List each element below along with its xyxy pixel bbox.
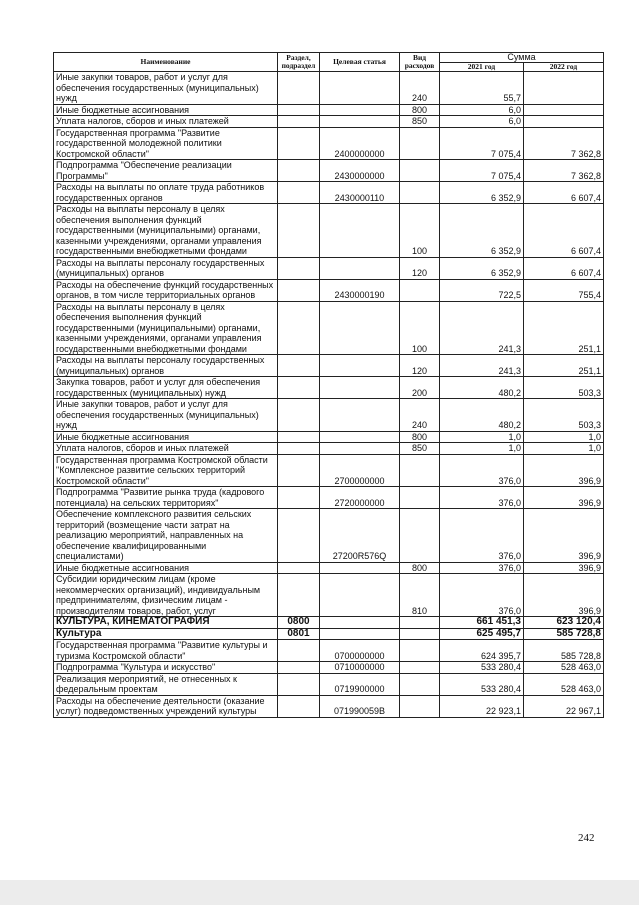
table-row <box>54 454 604 487</box>
cell-name: Расходы на выплаты персоналу в целях обеспечения выполнения функций государственными (муниципальными) органами, казенными учреждениями, органами управления государственными внебюджетными фондами <box>54 204 278 258</box>
cell-name: Подпрограмма "Культура и искусство" <box>54 662 278 674</box>
cell-section <box>278 279 320 301</box>
table-row <box>54 562 604 574</box>
table-row <box>54 617 604 629</box>
cell-name: Культура <box>54 628 278 640</box>
cell-sum-2021: 533 280,4 <box>440 662 524 674</box>
cell-name: Подпрограмма "Развитие рынка труда (кадрового потенциала) на сельских территориях" <box>54 487 278 509</box>
table-row <box>54 695 604 717</box>
cell-section <box>278 127 320 160</box>
cell-name: Иные бюджетные ассигнования <box>54 562 278 574</box>
table-header <box>54 53 604 72</box>
cell-section <box>278 695 320 717</box>
cell-target: 27200R576Q <box>320 509 400 563</box>
cell-kind <box>400 454 440 487</box>
cell-sum-2022: 623 120,4 <box>524 617 604 629</box>
cell-sum-2021: 241,3 <box>440 301 524 355</box>
cell-section: 0800 <box>278 617 320 629</box>
cell-target <box>320 431 400 443</box>
cell-kind <box>400 127 440 160</box>
cell-sum-2022: 6 607,4 <box>524 182 604 204</box>
cell-sum-2022: 6 607,4 <box>524 257 604 279</box>
cell-kind: 800 <box>400 104 440 116</box>
cell-kind: 100 <box>400 301 440 355</box>
table-row <box>54 182 604 204</box>
cell-target <box>320 617 400 629</box>
cell-sum-2022: 7 362,8 <box>524 160 604 182</box>
cell-name: Государственная программа "Развитие государственной молодежной политики Костромской области" <box>54 127 278 160</box>
cell-sum-2021: 533 280,4 <box>440 673 524 695</box>
cell-target <box>320 204 400 258</box>
cell-sum-2022: 251,1 <box>524 301 604 355</box>
cell-section <box>278 574 320 617</box>
cell-name: Закупка товаров, работ и услуг для обеспечения государственных (муниципальных) нужд <box>54 377 278 399</box>
cell-sum-2021: 6 352,9 <box>440 182 524 204</box>
cell-kind <box>400 640 440 662</box>
cell-kind <box>400 617 440 629</box>
cell-sum-2022: 396,9 <box>524 574 604 617</box>
cell-name: Подпрограмма "Обеспечение реализации Программы" <box>54 160 278 182</box>
cell-sum-2022: 396,9 <box>524 487 604 509</box>
cell-sum-2022: 755,4 <box>524 279 604 301</box>
header-name: Наименование <box>54 53 278 72</box>
header-sum: Сумма <box>440 53 604 63</box>
cell-kind: 800 <box>400 562 440 574</box>
cell-section <box>278 673 320 695</box>
cell-section <box>278 355 320 377</box>
cell-target: 071990059В <box>320 695 400 717</box>
cell-name: Расходы на обеспечение функций государственных органов, в том числе территориальных органов <box>54 279 278 301</box>
cell-sum-2022 <box>524 104 604 116</box>
viewer-bottom-bar <box>0 880 639 905</box>
cell-kind: 240 <box>400 72 440 105</box>
table-row <box>54 104 604 116</box>
cell-target <box>320 355 400 377</box>
cell-sum-2021: 6 352,9 <box>440 257 524 279</box>
page-number: 242 <box>578 832 595 844</box>
cell-target: 2430000000 <box>320 160 400 182</box>
table-row <box>54 431 604 443</box>
cell-target: 0719900000 <box>320 673 400 695</box>
cell-name: Иные закупки товаров, работ и услуг для обеспечения государственных (муниципальных) нужд <box>54 399 278 432</box>
cell-section <box>278 431 320 443</box>
header-kind: Вид расходов <box>400 53 440 72</box>
cell-target <box>320 104 400 116</box>
cell-sum-2021: 480,2 <box>440 399 524 432</box>
cell-target <box>320 72 400 105</box>
cell-sum-2021: 376,0 <box>440 454 524 487</box>
cell-section <box>278 454 320 487</box>
cell-name: Реализация мероприятий, не отнесенных к федеральным проектам <box>54 673 278 695</box>
cell-name: КУЛЬТУРА, КИНЕМАТОГРАФИЯ <box>54 617 278 629</box>
cell-target <box>320 377 400 399</box>
cell-sum-2021: 55,7 <box>440 72 524 105</box>
cell-sum-2022: 7 362,8 <box>524 127 604 160</box>
table-row <box>54 487 604 509</box>
cell-section <box>278 204 320 258</box>
cell-name: Обеспечение комплексного развития сельских территорий (возмещение части затрат на реализацию мероприятий, направленных на обеспечение квалифицированными специалистами) <box>54 509 278 563</box>
cell-kind <box>400 160 440 182</box>
table-row <box>54 204 604 258</box>
table-row <box>54 72 604 105</box>
table-row <box>54 301 604 355</box>
table-row <box>54 662 604 674</box>
cell-section: 0801 <box>278 628 320 640</box>
cell-section <box>278 257 320 279</box>
cell-kind: 850 <box>400 443 440 455</box>
cell-sum-2022: 585 728,8 <box>524 628 604 640</box>
cell-sum-2022: 528 463,0 <box>524 673 604 695</box>
table-row <box>54 443 604 455</box>
table-row <box>54 116 604 128</box>
table-row <box>54 355 604 377</box>
cell-sum-2021: 7 075,4 <box>440 160 524 182</box>
cell-target <box>320 562 400 574</box>
table-row <box>54 257 604 279</box>
cell-kind <box>400 628 440 640</box>
cell-name: Иные бюджетные ассигнования <box>54 104 278 116</box>
cell-kind <box>400 182 440 204</box>
cell-sum-2022: 1,0 <box>524 431 604 443</box>
cell-sum-2021: 6,0 <box>440 104 524 116</box>
cell-sum-2022 <box>524 72 604 105</box>
cell-sum-2021: 722,5 <box>440 279 524 301</box>
cell-kind: 100 <box>400 204 440 258</box>
table-row <box>54 509 604 563</box>
cell-target: 0710000000 <box>320 662 400 674</box>
table-body <box>54 72 604 718</box>
cell-sum-2021: 1,0 <box>440 443 524 455</box>
cell-target: 2430000110 <box>320 182 400 204</box>
cell-sum-2022: 1,0 <box>524 443 604 455</box>
table-row <box>54 279 604 301</box>
cell-name: Уплата налогов, сборов и иных платежей <box>54 116 278 128</box>
cell-target: 2400000000 <box>320 127 400 160</box>
cell-target: 2430000190 <box>320 279 400 301</box>
cell-target: 2700000000 <box>320 454 400 487</box>
cell-name: Иные бюджетные ассигнования <box>54 431 278 443</box>
cell-target: 0700000000 <box>320 640 400 662</box>
cell-name: Субсидии юридическим лицам (кроме некоммерческих организаций), индивидуальным предпринимателям, физическим лицам - производителям товаров, работ, услуг <box>54 574 278 617</box>
table-row <box>54 574 604 617</box>
cell-sum-2022: 396,9 <box>524 509 604 563</box>
cell-target <box>320 443 400 455</box>
cell-section <box>278 562 320 574</box>
cell-kind <box>400 487 440 509</box>
table-row <box>54 160 604 182</box>
cell-section <box>278 301 320 355</box>
cell-name: Расходы на выплаты персоналу в целях обеспечения выполнения функций государственными (муниципальными) органами, казенными учреждениями, органами управления государственными внебюджетными фондами <box>54 301 278 355</box>
cell-sum-2021: 376,0 <box>440 574 524 617</box>
header-section: Раздел, подраздел <box>278 53 320 72</box>
cell-sum-2022 <box>524 116 604 128</box>
cell-sum-2021: 7 075,4 <box>440 127 524 160</box>
header-target: Целевая статья <box>320 53 400 72</box>
cell-name: Расходы на выплаты персоналу государственных (муниципальных) органов <box>54 257 278 279</box>
cell-kind <box>400 695 440 717</box>
cell-name: Расходы на обеспечение деятельности (оказание услуг) подведомственных учреждений культуры <box>54 695 278 717</box>
cell-sum-2021: 625 495,7 <box>440 628 524 640</box>
cell-section <box>278 662 320 674</box>
cell-sum-2021: 22 923,1 <box>440 695 524 717</box>
cell-sum-2021: 376,0 <box>440 509 524 563</box>
cell-kind: 850 <box>400 116 440 128</box>
cell-section <box>278 399 320 432</box>
cell-kind <box>400 279 440 301</box>
cell-sum-2022: 503,3 <box>524 377 604 399</box>
header-year-2022: 2022 год <box>524 62 604 72</box>
header-year-2021: 2021 год <box>440 62 524 72</box>
cell-sum-2021: 6 352,9 <box>440 204 524 258</box>
table-row <box>54 377 604 399</box>
cell-section <box>278 640 320 662</box>
cell-section <box>278 160 320 182</box>
cell-sum-2022: 528 463,0 <box>524 662 604 674</box>
cell-sum-2021: 480,2 <box>440 377 524 399</box>
cell-section <box>278 182 320 204</box>
cell-sum-2021: 376,0 <box>440 562 524 574</box>
cell-sum-2021: 1,0 <box>440 431 524 443</box>
cell-sum-2022: 6 607,4 <box>524 204 604 258</box>
cell-section <box>278 377 320 399</box>
cell-section <box>278 509 320 563</box>
cell-kind: 120 <box>400 257 440 279</box>
cell-section <box>278 104 320 116</box>
cell-sum-2022: 251,1 <box>524 355 604 377</box>
cell-sum-2021: 661 451,3 <box>440 617 524 629</box>
cell-target <box>320 399 400 432</box>
cell-target: 2720000000 <box>320 487 400 509</box>
cell-kind: 240 <box>400 399 440 432</box>
cell-section <box>278 116 320 128</box>
cell-section <box>278 487 320 509</box>
cell-kind <box>400 509 440 563</box>
cell-sum-2021: 624 395,7 <box>440 640 524 662</box>
cell-sum-2022: 396,9 <box>524 562 604 574</box>
cell-sum-2021: 241,3 <box>440 355 524 377</box>
cell-section <box>278 72 320 105</box>
cell-kind: 800 <box>400 431 440 443</box>
table-row <box>54 399 604 432</box>
cell-name: Расходы на выплаты по оплате труда работников государственных органов <box>54 182 278 204</box>
cell-section <box>278 443 320 455</box>
cell-name: Государственная программа "Развитие культуры и туризма Костромской области" <box>54 640 278 662</box>
cell-name: Расходы на выплаты персоналу государственных (муниципальных) органов <box>54 355 278 377</box>
table-row <box>54 628 604 640</box>
table-row <box>54 673 604 695</box>
cell-kind <box>400 673 440 695</box>
cell-sum-2022: 396,9 <box>524 454 604 487</box>
cell-target <box>320 116 400 128</box>
cell-sum-2021: 6,0 <box>440 116 524 128</box>
cell-name: Уплата налогов, сборов и иных платежей <box>54 443 278 455</box>
cell-sum-2022: 22 967,1 <box>524 695 604 717</box>
cell-target <box>320 574 400 617</box>
cell-target <box>320 257 400 279</box>
cell-kind <box>400 662 440 674</box>
table-row <box>54 640 604 662</box>
cell-sum-2022: 503,3 <box>524 399 604 432</box>
cell-kind: 810 <box>400 574 440 617</box>
cell-kind: 200 <box>400 377 440 399</box>
budget-table <box>53 52 604 718</box>
cell-target <box>320 301 400 355</box>
cell-name: Государственная программа Костромской области "Комплексное развитие сельских территорий Костромской области" <box>54 454 278 487</box>
cell-sum-2021: 376,0 <box>440 487 524 509</box>
table-row <box>54 127 604 160</box>
cell-sum-2022: 585 728,8 <box>524 640 604 662</box>
cell-name: Иные закупки товаров, работ и услуг для обеспечения государственных (муниципальных) нужд <box>54 72 278 105</box>
cell-kind: 120 <box>400 355 440 377</box>
cell-target <box>320 628 400 640</box>
